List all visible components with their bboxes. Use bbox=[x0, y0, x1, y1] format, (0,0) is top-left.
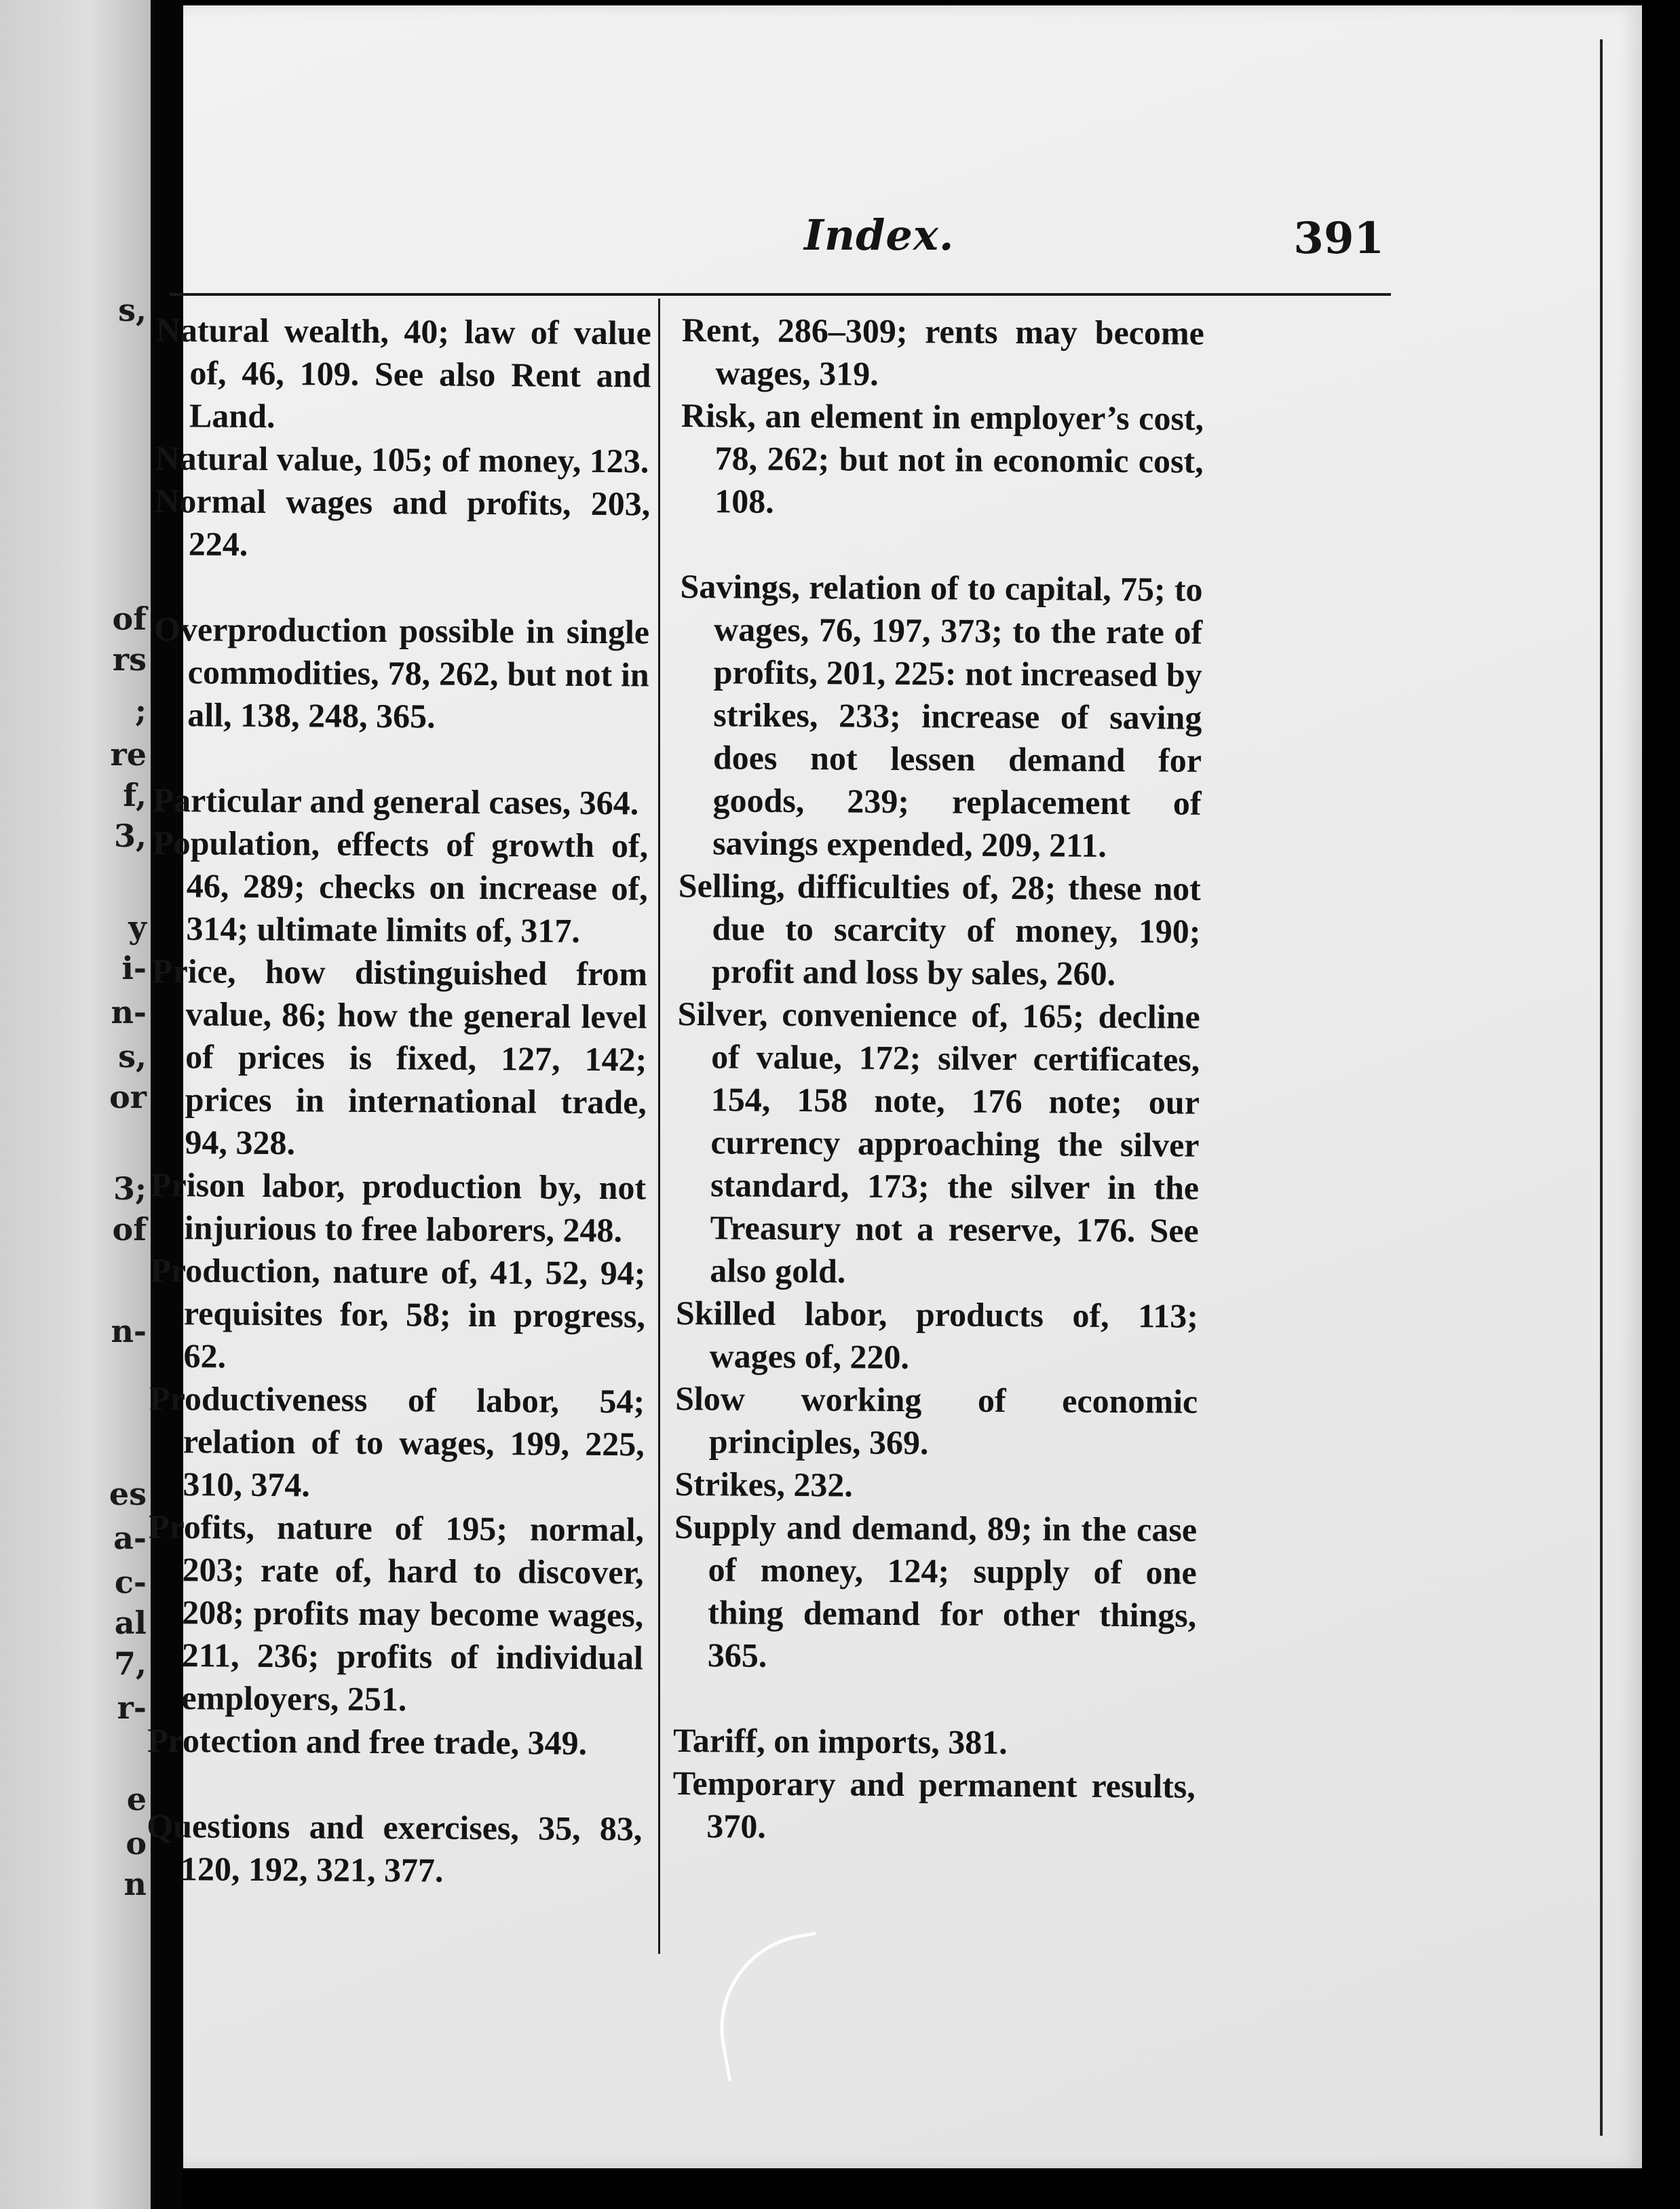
left-page-fragment: 3, bbox=[113, 818, 147, 854]
left-page-fragment: re bbox=[110, 736, 147, 773]
left-page-fragment: 7, bbox=[113, 1645, 147, 1682]
index-column-left bbox=[147, 309, 651, 1893]
index-entry: Profits, nature of 195; normal, 203; rate of, hard to discover, 208; profits may become wages, 211, 236; profits of individual employers, 251. bbox=[148, 1507, 645, 1718]
index-entry: Risk, an element in employer’s cost, 78, 262; but not in economic cost, 108. bbox=[681, 396, 1204, 520]
index-entry: Strikes, 232. bbox=[674, 1464, 854, 1504]
index-entry: Questions and exercises, 35, 83, 120, 192, 321, 377. bbox=[147, 1806, 643, 1889]
index-entry: Natural wealth, 40; law of value of, 46, 109. See also Rent and Land. bbox=[155, 310, 651, 436]
index-entry: Production, nature of, 41, 52, 94; requisites for, 58; in progress, 62. bbox=[150, 1250, 646, 1375]
left-page-fragment: of bbox=[112, 1211, 147, 1248]
index-entry: Rent, 286–309; rents may become wages, 319. bbox=[681, 310, 1204, 393]
left-page-fragment: al bbox=[114, 1605, 147, 1641]
column-divider bbox=[658, 299, 660, 1954]
left-page-fragment: c- bbox=[114, 1564, 147, 1600]
index-entry: Prison labor, production by, not injurious to free laborers, 248. bbox=[150, 1165, 647, 1250]
left-page-fragment: ; bbox=[135, 692, 147, 729]
index-entry: Supply and demand, 89; in the case of money, 124; supply of one thing demand for other things, 365. bbox=[674, 1507, 1198, 1674]
index-entry: Productiveness of labor, 54; relation of to wages, 199, 225, 310, 374. bbox=[149, 1379, 645, 1504]
running-title: Index. bbox=[804, 210, 955, 260]
page-header bbox=[170, 210, 1384, 271]
index-entry: Temporary and permanent results, 370. bbox=[672, 1763, 1196, 1845]
index-entry: Tariff, on imports, 381. bbox=[672, 1721, 1008, 1761]
left-page-fragment: y bbox=[128, 909, 147, 946]
left-page-fragment: n- bbox=[111, 994, 147, 1031]
left-page-fragments bbox=[0, 0, 151, 2209]
left-page-fragment: f, bbox=[123, 777, 147, 813]
left-page-fragment: or bbox=[109, 1079, 147, 1115]
left-page-edge bbox=[0, 0, 151, 2209]
left-page-fragment: n bbox=[123, 1866, 147, 1902]
left-page-fragment: s, bbox=[118, 292, 147, 328]
index-entry: Selling, difficulties of, 28; these not due to scarcity of money, 190; profit and loss by sales, 260. bbox=[678, 866, 1201, 993]
left-page-fragment: i- bbox=[121, 950, 147, 986]
left-page-fragment: o bbox=[126, 1825, 147, 1862]
header-rule bbox=[170, 293, 1391, 296]
index-entry: Skilled labor, products of, 113; wages of, 220. bbox=[675, 1293, 1199, 1377]
page-right-edge bbox=[1600, 39, 1603, 2136]
left-page-fragment: n- bbox=[111, 1313, 147, 1349]
left-page-fragment: s, bbox=[118, 1038, 147, 1075]
index-entry: Natural value, 105; of money, 123. bbox=[155, 438, 649, 480]
index-entry: Population, effects of growth of, 46, 289; checks on increase of, 314; ultimate limits of, 317. bbox=[153, 823, 649, 950]
index-entry: Particular and general cases, 364. bbox=[153, 780, 639, 822]
left-page-fragment: of bbox=[112, 600, 147, 637]
page-number: 391 bbox=[1293, 213, 1384, 264]
index-entry: Protection and free trade, 349. bbox=[147, 1721, 588, 1762]
left-page-fragment: r- bbox=[117, 1689, 147, 1726]
index-entry: Silver, convenience of, 165; decline of value, 172; silver certificates, 154, 158 note, 176 note; our currency approaching the silver standard, 173; the silver in the Treasury not a reserve, 176. See also gold. bbox=[677, 994, 1200, 1290]
left-page-fragment: 3; bbox=[113, 1170, 147, 1207]
index-entry: Normal wages and profits, 203, 224. bbox=[155, 481, 651, 563]
left-page-fragment: a- bbox=[113, 1520, 147, 1556]
index-entry: Price, how distinguished from value, 86; how the general level of prices is fixed, 127, 142; prices in international trade, 94, 328. bbox=[151, 951, 648, 1162]
index-column-right bbox=[672, 309, 1204, 1851]
left-page-fragment: es bbox=[109, 1476, 147, 1512]
left-page-fragment: rs bbox=[112, 641, 147, 678]
index-entry: Savings, relation of to capital, 75; to wages, 76, 197, 373; to the rate of profits, 201, 225: not increased by strikes, 233; increase of saving does not lessen demand for goods, 239; replacement of savings expended, 209, 211. bbox=[680, 566, 1203, 864]
left-page-fragment: e bbox=[126, 1781, 147, 1818]
index-entry: Slow working of economic principles, 369. bbox=[675, 1379, 1198, 1462]
index-entry: Overproduction possible in single commodities, 78, 262, but not in all, 138, 248, 365. bbox=[153, 609, 650, 735]
